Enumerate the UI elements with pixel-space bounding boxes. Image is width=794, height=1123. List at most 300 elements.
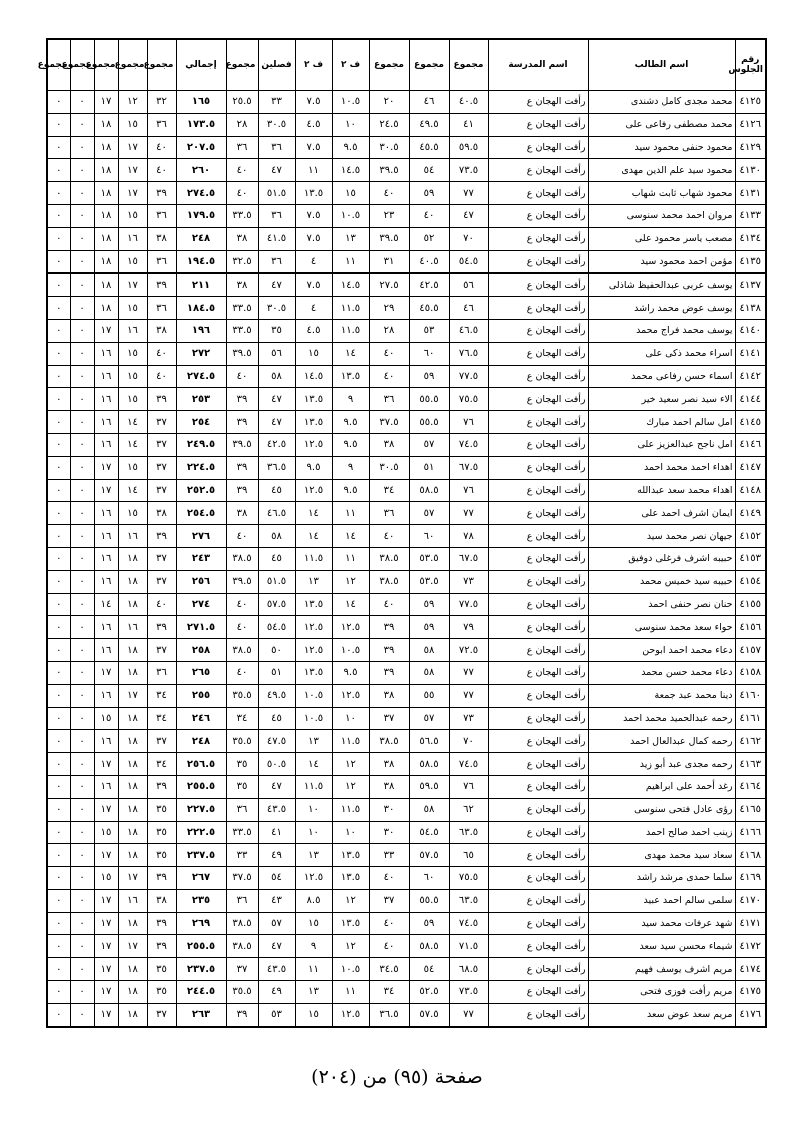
- term-2-score-cell: ١٣.٥: [332, 867, 369, 890]
- two-terms-score-cell: ٤٦.٥: [258, 502, 295, 525]
- student-name-cell: مؤمن احمد محمود سيد: [588, 250, 735, 273]
- results-sheet: [37, 38, 765, 1028]
- score-cell: ٣٩: [147, 525, 176, 548]
- grand-total-cell: ٢٥٥: [176, 684, 226, 707]
- score-cell: ٣٨: [147, 319, 176, 342]
- score-cell: ٧٧.٥: [449, 593, 488, 616]
- term-2-score-cell: ١١: [332, 981, 369, 1004]
- grand-total-cell: ٢٧٤: [176, 593, 226, 616]
- score-cell: ٠: [47, 91, 70, 114]
- student-name-cell: حواء سعد محمد سنوسى: [588, 616, 735, 639]
- score-cell: ٣٥.٥: [226, 981, 258, 1004]
- score-cell: ٦٣.٥: [449, 821, 488, 844]
- term-2-score-cell: ١٣: [295, 570, 332, 593]
- two-terms-score-cell: ٥٣: [258, 1003, 295, 1026]
- term-2-score-cell: ١٤: [295, 525, 332, 548]
- score-cell: ٣٣: [369, 844, 409, 867]
- two-terms-score-cell: ٤٩: [258, 844, 295, 867]
- score-cell: ٠: [70, 250, 94, 273]
- score-cell: ٠: [47, 730, 70, 753]
- score-cell: ٥٨.٥: [409, 753, 449, 776]
- table-row: [47, 775, 766, 798]
- score-cell: ١٨: [94, 227, 118, 250]
- table-row: [47, 547, 766, 570]
- score-cell: ٠: [47, 912, 70, 935]
- column-header: رقم الجلوس: [735, 39, 766, 91]
- score-cell: ٠: [47, 411, 70, 434]
- score-cell: ٠: [70, 616, 94, 639]
- grand-total-cell: ٢٢٤.٥: [176, 456, 226, 479]
- score-cell: ٠: [47, 342, 70, 365]
- table-body: [47, 91, 766, 1027]
- score-cell: ٧٦.٥: [449, 342, 488, 365]
- column-header: مجموع: [47, 39, 70, 91]
- score-cell: ١٨: [94, 159, 118, 182]
- score-cell: ٥٥.٥: [409, 889, 449, 912]
- term-2-score-cell: ١٤: [295, 753, 332, 776]
- score-cell: ٠: [47, 867, 70, 890]
- score-cell: ٤٦: [409, 91, 449, 114]
- two-terms-score-cell: ٥٨: [258, 365, 295, 388]
- table-row: [47, 593, 766, 616]
- score-cell: ٣٩: [147, 388, 176, 411]
- score-cell: ٣٤: [147, 684, 176, 707]
- two-terms-score-cell: ٤٣.٥: [258, 798, 295, 821]
- score-cell: ٠: [47, 113, 70, 136]
- two-terms-score-cell: ٥٤: [258, 867, 295, 890]
- score-cell: ٠: [47, 753, 70, 776]
- score-cell: ٠: [47, 570, 70, 593]
- score-cell: ١٨: [118, 707, 147, 730]
- score-cell: ٧٧: [449, 502, 488, 525]
- score-cell: ٣٩.٥: [369, 159, 409, 182]
- table-row: [47, 388, 766, 411]
- score-cell: ١٥: [118, 502, 147, 525]
- term-2-score-cell: ١٤: [332, 525, 369, 548]
- column-header: إجمالي: [176, 39, 226, 91]
- two-terms-score-cell: ٥٦: [258, 342, 295, 365]
- score-cell: ٥٦: [449, 273, 488, 296]
- term-2-score-cell: ٩.٥: [332, 661, 369, 684]
- score-cell: ٣٧: [147, 456, 176, 479]
- two-terms-score-cell: ٤٢.٥: [258, 433, 295, 456]
- score-cell: ٣٤: [147, 753, 176, 776]
- school-name-cell: رأفت الهجان ع: [488, 867, 588, 890]
- table-row: [47, 935, 766, 958]
- table-row: [47, 684, 766, 707]
- score-cell: ٧٧: [449, 1003, 488, 1026]
- score-cell: ٣٤.٥: [369, 958, 409, 981]
- student-name-cell: اسماء حسن رفاعى محمد: [588, 365, 735, 388]
- score-cell: ٣٣.٥: [226, 319, 258, 342]
- term-2-score-cell: ٩.٥: [332, 433, 369, 456]
- score-cell: ٠: [70, 707, 94, 730]
- score-cell: ١٦: [94, 525, 118, 548]
- student-name-cell: زينب احمد صالح احمد: [588, 821, 735, 844]
- term-2-score-cell: ١١.٥: [332, 319, 369, 342]
- student-name-cell: محمد مصطفى رفاعى على: [588, 113, 735, 136]
- score-cell: ٣٩.٥: [226, 570, 258, 593]
- score-cell: ٣٧: [147, 730, 176, 753]
- term-2-score-cell: ٩: [332, 388, 369, 411]
- term-2-score-cell: ١٠: [332, 707, 369, 730]
- two-terms-score-cell: ٥٨: [258, 525, 295, 548]
- score-cell: ١٧: [94, 798, 118, 821]
- score-cell: ٠: [70, 889, 94, 912]
- score-cell: ٧٥.٥: [449, 388, 488, 411]
- score-cell: ٤٠: [369, 935, 409, 958]
- student-name-cell: دعاء محمد احمد ابوحن: [588, 639, 735, 662]
- table-row: [47, 411, 766, 434]
- score-cell: ١٦: [118, 525, 147, 548]
- score-cell: ١٧: [94, 912, 118, 935]
- score-cell: ١٨: [94, 136, 118, 159]
- score-cell: ٣٦: [369, 388, 409, 411]
- score-cell: ١٧: [118, 159, 147, 182]
- score-cell: ٠: [70, 798, 94, 821]
- table-row: [47, 227, 766, 250]
- score-cell: ٥٢.٥: [409, 981, 449, 1004]
- column-header: اسم المدرسة: [488, 39, 588, 91]
- student-name-cell: مريم سعد عوض سعد: [588, 1003, 735, 1026]
- term-2-score-cell: ٩.٥: [332, 479, 369, 502]
- score-cell: ٣٨.٥: [369, 547, 409, 570]
- two-terms-score-cell: ٤٧: [258, 775, 295, 798]
- score-cell: ٣٧: [147, 570, 176, 593]
- term-2-score-cell: ٤.٥: [295, 113, 332, 136]
- two-terms-score-cell: ٥٠: [258, 639, 295, 662]
- school-name-cell: رأفت الهجان ع: [488, 889, 588, 912]
- term-2-score-cell: ١٠: [295, 821, 332, 844]
- score-cell: ١٦: [94, 570, 118, 593]
- school-name-cell: رأفت الهجان ع: [488, 707, 588, 730]
- term-2-score-cell: ١٢.٥: [295, 479, 332, 502]
- score-cell: ٠: [47, 273, 70, 296]
- seat-number-cell: ٤١٧٥: [735, 981, 766, 1004]
- score-cell: ١٥: [118, 297, 147, 320]
- score-cell: ٠: [47, 1003, 70, 1026]
- grand-total-cell: ١٦٥: [176, 91, 226, 114]
- score-cell: ٢٠: [369, 91, 409, 114]
- grand-total-cell: ٢٧٦: [176, 525, 226, 548]
- score-cell: ٥٨.٥: [409, 479, 449, 502]
- score-cell: ٠: [47, 182, 70, 205]
- school-name-cell: رأفت الهجان ع: [488, 227, 588, 250]
- table-row: [47, 912, 766, 935]
- two-terms-score-cell: ٤٥: [258, 479, 295, 502]
- score-cell: ٠: [70, 411, 94, 434]
- table-row: [47, 113, 766, 136]
- score-cell: ٣٨.٥: [226, 639, 258, 662]
- score-cell: ٢٥.٥: [226, 91, 258, 114]
- score-cell: ١٧: [94, 319, 118, 342]
- score-cell: ١٦: [94, 342, 118, 365]
- term-2-score-cell: ١٣.٥: [295, 182, 332, 205]
- seat-number-cell: ٤١٧٦: [735, 1003, 766, 1026]
- term-2-score-cell: ١٢: [332, 570, 369, 593]
- table-row: [47, 639, 766, 662]
- term-2-score-cell: ٤.٥: [295, 319, 332, 342]
- term-2-score-cell: ١٣.٥: [295, 411, 332, 434]
- score-cell: ٥٧: [409, 707, 449, 730]
- seat-number-cell: ٤١٢٥: [735, 91, 766, 114]
- score-cell: ٠: [47, 159, 70, 182]
- score-cell: ١٧: [94, 479, 118, 502]
- school-name-cell: رأفت الهجان ع: [488, 981, 588, 1004]
- school-name-cell: رأفت الهجان ع: [488, 547, 588, 570]
- score-cell: ٠: [47, 821, 70, 844]
- score-cell: ١٧: [94, 889, 118, 912]
- score-cell: ٢٧.٥: [369, 273, 409, 296]
- seat-number-cell: ٤١٤٨: [735, 479, 766, 502]
- term-2-score-cell: ٩: [295, 935, 332, 958]
- column-header: ف ٢: [332, 39, 369, 91]
- score-cell: ١٦: [118, 227, 147, 250]
- two-terms-score-cell: ٤٧: [258, 388, 295, 411]
- seat-number-cell: ٤١٥٢: [735, 525, 766, 548]
- seat-number-cell: ٤١٣٨: [735, 297, 766, 320]
- score-cell: ٣٣: [226, 844, 258, 867]
- term-2-score-cell: ١٣: [295, 844, 332, 867]
- school-name-cell: رأفت الهجان ع: [488, 456, 588, 479]
- grand-total-cell: ٢٣٥: [176, 889, 226, 912]
- seat-number-cell: ٤١٤٥: [735, 411, 766, 434]
- score-cell: ٠: [47, 707, 70, 730]
- score-cell: ٦٠: [409, 342, 449, 365]
- score-cell: ٠: [47, 981, 70, 1004]
- table-row: [47, 525, 766, 548]
- score-cell: ١٧: [118, 273, 147, 296]
- score-cell: ٥٩.٥: [409, 775, 449, 798]
- score-cell: ٧٧.٥: [449, 365, 488, 388]
- school-name-cell: رأفت الهجان ع: [488, 502, 588, 525]
- score-cell: ٥٥: [409, 684, 449, 707]
- score-cell: ٣٦.٥: [369, 1003, 409, 1026]
- grand-total-cell: ٢٧٢: [176, 342, 226, 365]
- grand-total-cell: ٢٣٧.٥: [176, 958, 226, 981]
- score-cell: ٥٨: [409, 639, 449, 662]
- term-2-score-cell: ١١: [332, 250, 369, 273]
- score-cell: ١٧: [118, 684, 147, 707]
- score-cell: ٥١: [409, 456, 449, 479]
- score-cell: ٤٠: [226, 365, 258, 388]
- two-terms-score-cell: ٣٥: [258, 319, 295, 342]
- seat-number-cell: ٤١٥٨: [735, 661, 766, 684]
- school-name-cell: رأفت الهجان ع: [488, 479, 588, 502]
- grand-total-cell: ١٧٩.٥: [176, 204, 226, 227]
- school-name-cell: رأفت الهجان ع: [488, 958, 588, 981]
- table-row: [47, 342, 766, 365]
- score-cell: ٠: [47, 479, 70, 502]
- score-cell: ٠: [70, 227, 94, 250]
- score-cell: ٧٣: [449, 707, 488, 730]
- score-cell: ٠: [70, 730, 94, 753]
- table-row: [47, 889, 766, 912]
- seat-number-cell: ٤١٥٦: [735, 616, 766, 639]
- score-cell: ٠: [70, 844, 94, 867]
- score-cell: ٠: [70, 981, 94, 1004]
- student-name-cell: يوسف محمد فراج محمد: [588, 319, 735, 342]
- score-cell: ٠: [70, 388, 94, 411]
- score-cell: ٠: [70, 547, 94, 570]
- two-terms-score-cell: ٥١: [258, 661, 295, 684]
- score-cell: ٠: [47, 935, 70, 958]
- seat-number-cell: ٤١٥٥: [735, 593, 766, 616]
- seat-number-cell: ٤١٧١: [735, 912, 766, 935]
- column-header: مجموع: [94, 39, 118, 91]
- score-cell: ١٧: [118, 136, 147, 159]
- score-cell: ٤٥.٥: [409, 297, 449, 320]
- table-row: [47, 730, 766, 753]
- score-cell: ٢٨: [369, 319, 409, 342]
- grand-total-cell: ٢٦٠: [176, 159, 226, 182]
- score-cell: ٣٨: [147, 227, 176, 250]
- score-cell: ٣٨.٥: [226, 912, 258, 935]
- seat-number-cell: ٤١٦٥: [735, 798, 766, 821]
- school-name-cell: رأفت الهجان ع: [488, 912, 588, 935]
- score-cell: ٠: [47, 388, 70, 411]
- score-cell: ٢٨: [226, 113, 258, 136]
- score-cell: ٢٣: [369, 204, 409, 227]
- school-name-cell: رأفت الهجان ع: [488, 639, 588, 662]
- table-row: [47, 821, 766, 844]
- score-cell: ٣٨.٥: [369, 570, 409, 593]
- score-cell: ١٦: [94, 411, 118, 434]
- score-cell: ٣٨: [369, 684, 409, 707]
- score-cell: ١٧: [94, 935, 118, 958]
- score-cell: ٧٦: [449, 411, 488, 434]
- score-cell: ٠: [70, 639, 94, 662]
- score-cell: ٣٦: [226, 889, 258, 912]
- seat-number-cell: ٤١٧٠: [735, 889, 766, 912]
- school-name-cell: رأفت الهجان ع: [488, 319, 588, 342]
- score-cell: ١٥: [118, 250, 147, 273]
- score-cell: ٠: [70, 753, 94, 776]
- score-cell: ٦٨.٥: [449, 958, 488, 981]
- term-2-score-cell: ١١: [295, 159, 332, 182]
- school-name-cell: رأفت الهجان ع: [488, 297, 588, 320]
- score-cell: ٠: [70, 661, 94, 684]
- table-row: [47, 159, 766, 182]
- score-cell: ٣٨: [226, 227, 258, 250]
- student-name-cell: رغد أحمد على ابراهيم: [588, 775, 735, 798]
- score-cell: ٣٩: [226, 479, 258, 502]
- term-2-score-cell: ١٣: [295, 981, 332, 1004]
- page-number-footer: صفحة (٩٥) من (٢٠٤): [311, 1066, 483, 1088]
- seat-number-cell: ٤١٢٦: [735, 113, 766, 136]
- grand-total-cell: ٢٥٨: [176, 639, 226, 662]
- seat-number-cell: ٤١٢٩: [735, 136, 766, 159]
- seat-number-cell: ٤١٦٦: [735, 821, 766, 844]
- score-cell: ١٥: [94, 821, 118, 844]
- grand-total-cell: ٢٥٤: [176, 411, 226, 434]
- score-cell: ٠: [47, 593, 70, 616]
- score-cell: ٧٣: [449, 570, 488, 593]
- score-cell: ٠: [70, 297, 94, 320]
- two-terms-score-cell: ٣٣: [258, 91, 295, 114]
- score-cell: ٣٩.٥: [226, 433, 258, 456]
- school-name-cell: رأفت الهجان ع: [488, 593, 588, 616]
- term-2-score-cell: ١١: [332, 502, 369, 525]
- score-cell: ٥٩.٥: [449, 136, 488, 159]
- table-row: [47, 958, 766, 981]
- student-name-cell: مريم رأفت فوزى فتحى: [588, 981, 735, 1004]
- term-2-score-cell: ١١.٥: [295, 547, 332, 570]
- term-2-score-cell: ١٠.٥: [332, 204, 369, 227]
- score-cell: ٣٦: [147, 204, 176, 227]
- score-cell: ٣٦: [147, 113, 176, 136]
- term-2-score-cell: ١٠: [295, 798, 332, 821]
- term-2-score-cell: ١٤: [332, 342, 369, 365]
- score-cell: ١٤: [118, 411, 147, 434]
- score-cell: ٣٧: [369, 707, 409, 730]
- student-name-cell: اهداء محمد سعد عبدالله: [588, 479, 735, 502]
- term-2-score-cell: ١١: [295, 958, 332, 981]
- student-name-cell: اسراء محمد ذكى على: [588, 342, 735, 365]
- score-cell: ٥٥.٥: [409, 388, 449, 411]
- seat-number-cell: ٤١٦٤: [735, 775, 766, 798]
- table-row: [47, 204, 766, 227]
- term-2-score-cell: ١٣.٥: [295, 661, 332, 684]
- table-row: [47, 456, 766, 479]
- seat-number-cell: ٤١٣٣: [735, 204, 766, 227]
- table-row: [47, 844, 766, 867]
- score-cell: ٧٣.٥: [449, 159, 488, 182]
- score-cell: ٠: [47, 889, 70, 912]
- score-cell: ٠: [70, 365, 94, 388]
- grand-total-cell: ٢٥٤.٥: [176, 502, 226, 525]
- score-cell: ٣٥.٥: [226, 730, 258, 753]
- seat-number-cell: ٤١٦٨: [735, 844, 766, 867]
- score-cell: ٠: [70, 136, 94, 159]
- score-cell: ٣٥: [147, 821, 176, 844]
- score-cell: ٧٤.٥: [449, 912, 488, 935]
- term-2-score-cell: ١٠.٥: [332, 639, 369, 662]
- student-name-cell: رؤى عادل فتحى سنوسى: [588, 798, 735, 821]
- score-cell: ٣٦: [147, 661, 176, 684]
- seat-number-cell: ٤١٦٢: [735, 730, 766, 753]
- score-cell: ٥٣: [409, 319, 449, 342]
- score-cell: ٠: [70, 821, 94, 844]
- student-name-cell: مريم اشرف يوسف فهيم: [588, 958, 735, 981]
- table-row: [47, 250, 766, 273]
- school-name-cell: رأفت الهجان ع: [488, 113, 588, 136]
- seat-number-cell: ٤١٣٠: [735, 159, 766, 182]
- score-cell: ٤٦: [449, 297, 488, 320]
- student-name-cell: دعاء محمد حسن محمد: [588, 661, 735, 684]
- seat-number-cell: ٤١٤٢: [735, 365, 766, 388]
- score-cell: ٠: [70, 935, 94, 958]
- score-cell: ١٦: [94, 684, 118, 707]
- school-name-cell: رأفت الهجان ع: [488, 525, 588, 548]
- term-2-score-cell: ١٤.٥: [332, 159, 369, 182]
- school-name-cell: رأفت الهجان ع: [488, 775, 588, 798]
- score-cell: ٥٩: [409, 593, 449, 616]
- score-cell: ٠: [70, 182, 94, 205]
- score-cell: ٦٠: [409, 867, 449, 890]
- student-name-cell: الاء سيد نصر سعيد خير: [588, 388, 735, 411]
- score-cell: ٠: [70, 319, 94, 342]
- score-cell: ٤٠: [369, 867, 409, 890]
- two-terms-score-cell: ٣٠.٥: [258, 297, 295, 320]
- score-cell: ١٧: [94, 91, 118, 114]
- score-cell: ٧٧: [449, 661, 488, 684]
- header-row: [47, 39, 766, 91]
- grand-total-cell: ٢٦٩: [176, 912, 226, 935]
- table-row: [47, 867, 766, 890]
- term-2-score-cell: ٧.٥: [295, 91, 332, 114]
- table-row: [47, 297, 766, 320]
